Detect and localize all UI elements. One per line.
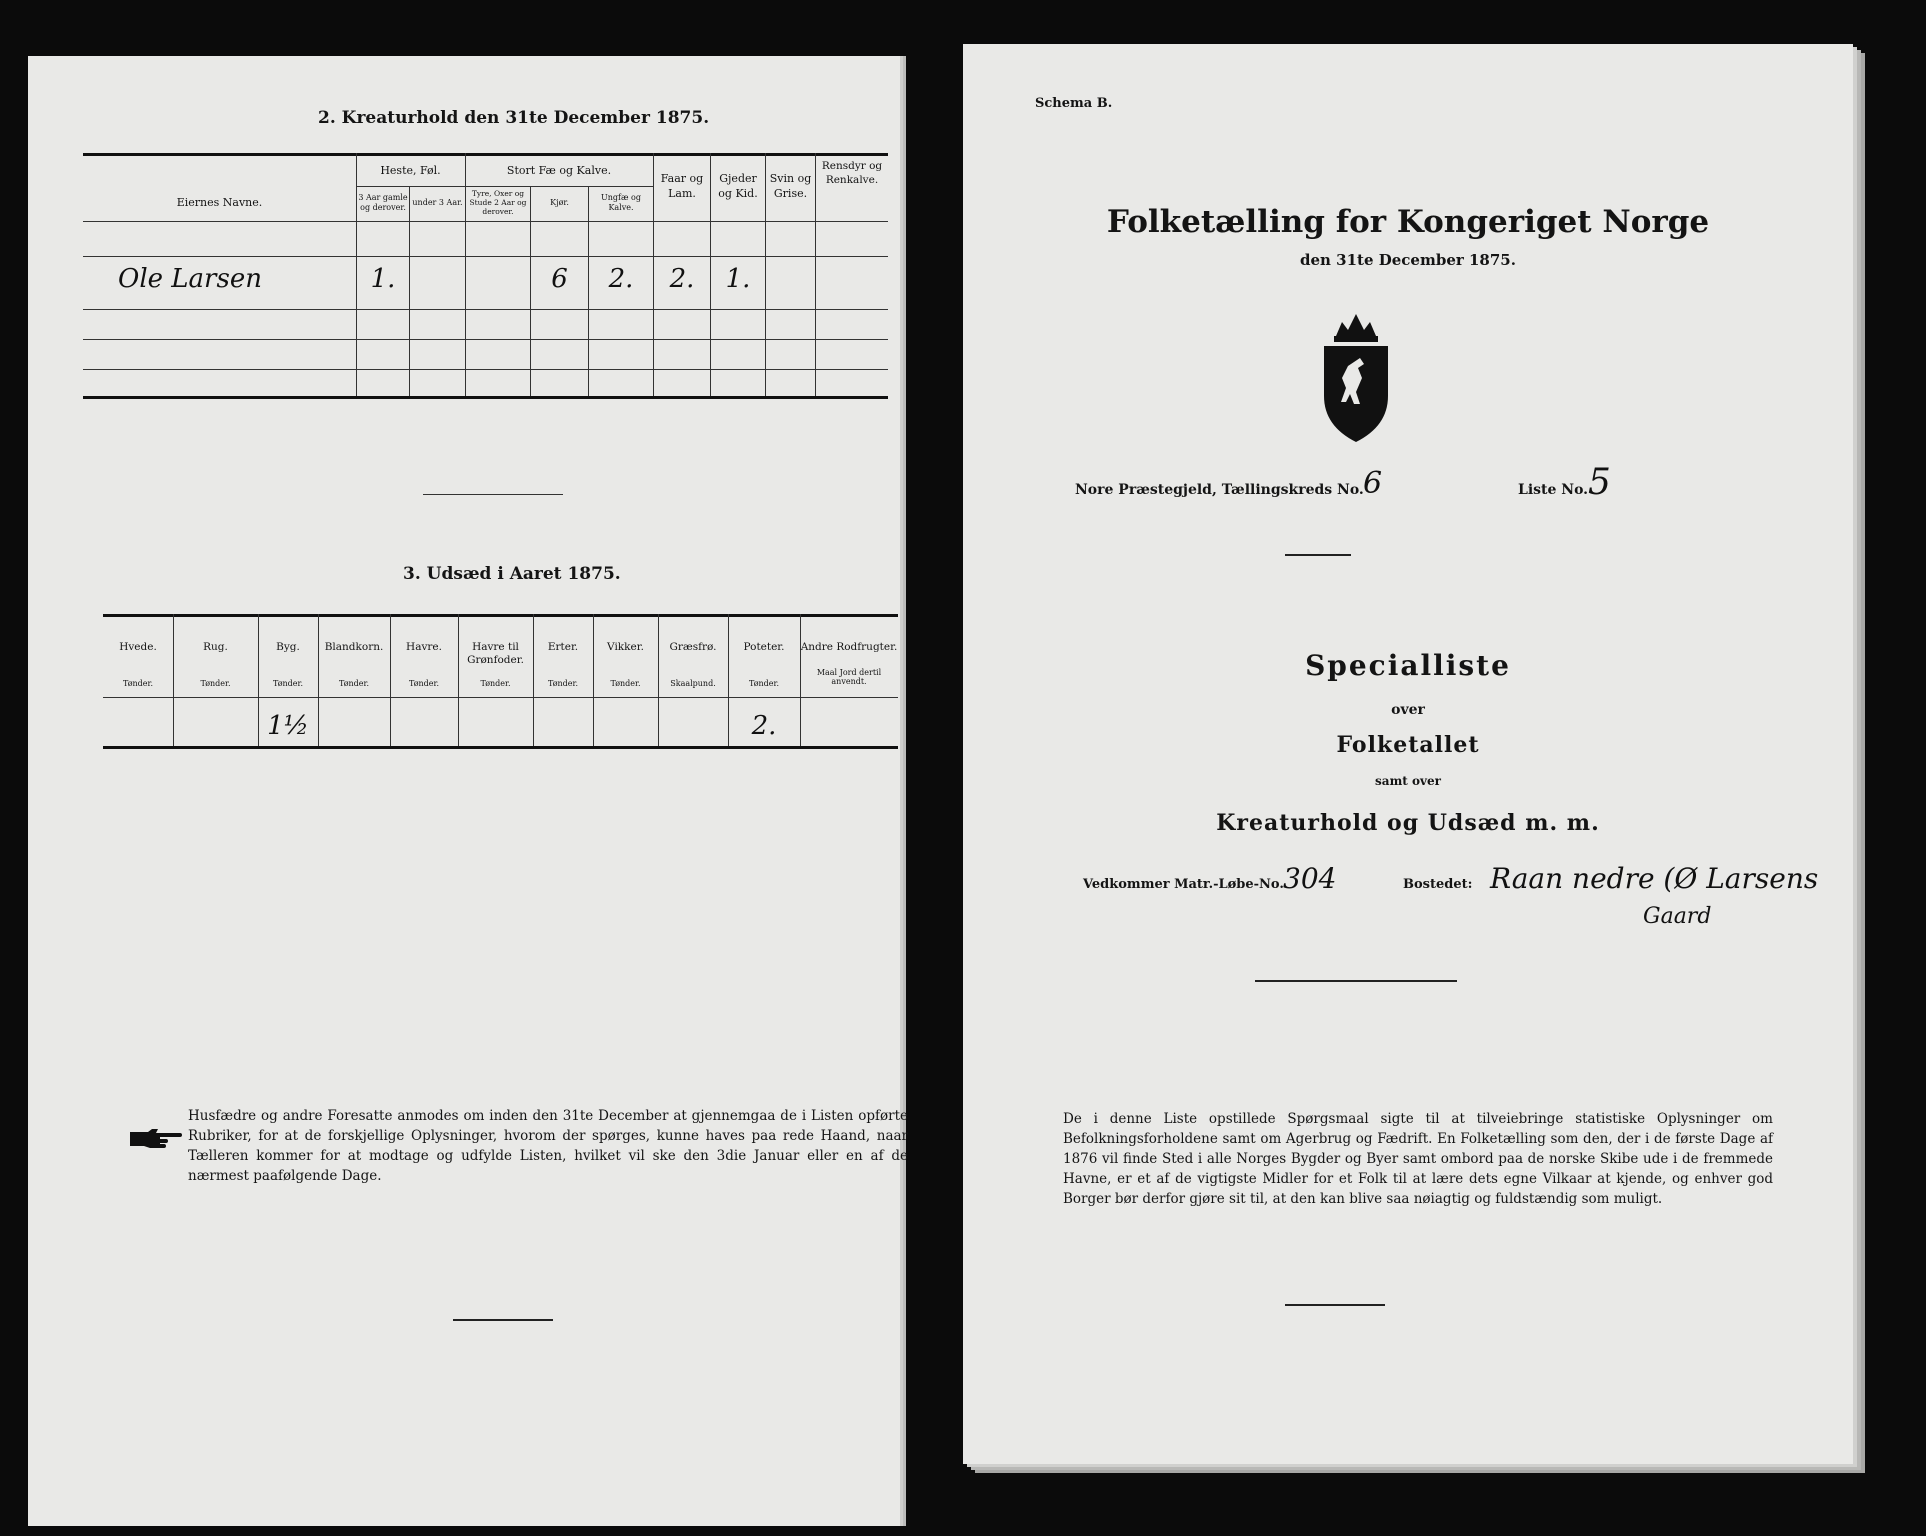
section3-title: 3. Udsæd i Aaret 1875.: [403, 564, 621, 584]
header-seed-6: Erter.: [547, 641, 579, 653]
kreaturhold-heading: Kreaturhold og Udsæd m. m.: [1216, 810, 1600, 836]
col-divider: [356, 153, 357, 396]
header-cattle-young: Ungfæ og Kalve.: [601, 193, 641, 212]
header-seed-unit-8: Skaalpund.: [670, 679, 716, 688]
header-reindeer: Rensdyr og Renkalve.: [821, 160, 883, 186]
header-horses: Heste, Føl.: [380, 164, 441, 177]
header-seed-3: Blandkorn.: [324, 641, 384, 653]
table2-row-rule: [83, 256, 888, 257]
seed-value-2: 1½: [267, 711, 309, 741]
header-owner: Eiernes Navne.: [176, 196, 263, 209]
goats-value: 1.: [725, 264, 751, 294]
district-number: 6: [1363, 466, 1383, 501]
header-seed-unit-6: Tønder.: [547, 679, 579, 688]
section2-title: 2. Kreaturhold den 31te December 1875.: [318, 108, 710, 128]
sheep-value: 2.: [669, 264, 695, 294]
header-sheep: Faar og Lam.: [660, 172, 704, 200]
header-seed-1: Rug.: [203, 641, 228, 653]
cows-value: 6: [551, 264, 568, 294]
divider-rule: [1255, 980, 1457, 982]
census-title: Folketælling for Kongeriget Norge: [1106, 204, 1710, 240]
col-divider: [815, 153, 816, 396]
header-seed-unit-10: Maal Jord dertil anvendt.: [816, 668, 882, 686]
col-divider: [409, 186, 410, 396]
coat-of-arms-icon: [1318, 306, 1393, 446]
parish-label: Nore Præstegjeld, Tællingskreds No.: [1075, 482, 1364, 498]
header-pigs: Svin og Grise.: [769, 172, 812, 200]
notice-text: Husfædre og andre Foresatte anmodes om inden den 31te December at gjennemgaa de i Listen opførte Rubriker, for at de forskjellige Oplysninger, hvorom der spørges, kunne haves paa rede Haand, naar Tælleren kommer for at modtage og udfylde Listen, hvilket vil ske den 3die Januar eller en af de nærmest paafølgende Dage.: [188, 1108, 908, 1184]
header-seed-unit-4: Tønder.: [408, 679, 440, 688]
header-cattle-bulls: Tyre, Oxer og Stude 2 Aar og derover.: [469, 189, 527, 216]
header-cattle: Stort Fæ og Kalve.: [506, 164, 612, 177]
table2-row-rule: [83, 369, 888, 370]
young-cattle-value: 2.: [608, 264, 634, 294]
matr-number: 304: [1283, 862, 1337, 895]
header-seed-unit-7: Tønder.: [610, 679, 641, 688]
pointing-hand-icon: [128, 1126, 184, 1150]
list-number: 5: [1588, 462, 1611, 503]
matr-label: Vedkommer Matr.-Løbe-No.: [1083, 877, 1284, 892]
right-page: [963, 44, 1853, 1464]
header-seed-unit-5: Tønder.: [480, 679, 511, 688]
header-goats: Gjeder og Kid.: [718, 172, 758, 200]
divider-rule: [1285, 1304, 1385, 1306]
over-text: over: [1391, 702, 1425, 718]
header-seed-unit-9: Tønder.: [748, 679, 780, 688]
left-page: [28, 56, 908, 1526]
list-label: Liste No.: [1518, 482, 1589, 498]
header-cattle-cows: Kjør.: [550, 198, 569, 207]
samt-over-text: samt over: [1375, 774, 1441, 788]
schema-label: Schema B.: [1035, 96, 1113, 111]
table2-header-rule: [83, 221, 888, 222]
header-horses-old: 3 Aar gamle og derover.: [358, 193, 408, 212]
header-seed-10: Andre Rodfrugter.: [800, 641, 898, 653]
table3-header-rule: [103, 697, 898, 698]
header-seed-4: Havre.: [406, 641, 442, 653]
bosted-label: Bostedet:: [1403, 877, 1473, 892]
header-seed-unit-2: Tønder.: [272, 679, 304, 688]
header-seed-7: Vikker.: [607, 641, 644, 653]
table2-bottom-rule: [83, 396, 888, 399]
header-seed-0: Hvede.: [119, 641, 157, 653]
header-seed-2: Byg.: [276, 641, 300, 653]
specialliste-heading: Specialliste: [1305, 649, 1511, 682]
census-date: den 31te December 1875.: [1300, 251, 1516, 269]
header-horses-young: under 3 Aar.: [412, 198, 463, 207]
owner-name: Ole Larsen: [118, 264, 262, 294]
header-seed-8: Græsfrø.: [669, 641, 717, 653]
divider-rule: [423, 494, 563, 495]
header-seed-5: Havre til Grønfoder.: [467, 641, 524, 666]
group-rule: [465, 186, 653, 187]
table3-bottom-rule: [103, 746, 898, 749]
horses-old-value: 1.: [370, 264, 396, 294]
seed-value-9: 2.: [751, 711, 777, 741]
bosted-value: Raan nedre (Ø Larsens: [1490, 862, 1819, 895]
header-seed-unit-1: Tønder.: [200, 679, 231, 688]
table3-top-rule: [103, 614, 898, 617]
folketallet-heading: Folketallet: [1336, 732, 1480, 758]
header-seed-9: Poteter.: [743, 641, 785, 653]
divider-rule: [453, 1319, 553, 1321]
group-rule: [356, 186, 465, 187]
header-seed-unit-0: Tønder.: [122, 679, 154, 688]
header-seed-unit-3: Tønder.: [338, 679, 370, 688]
divider-rule: [1285, 554, 1351, 556]
table2-top-rule: [83, 153, 888, 156]
table2-row-rule: [83, 339, 888, 340]
closing-text: De i denne Liste opstillede Spørgsmaal sigte til at tilveiebringe statistiske Oplysninger om Befolkningsforholdene samt om Agerbrug og Fædrift. En Folketælling som den, der i de første Dage af 1876 vil finde Sted i alle Norges Bygder og Byer samt ombord paa de norske Skibe ude i de fremmede Havne, er et af de vigtigste Midler for et Folk til at lære dets egne Vilkaar at kjende, og enhver god Borger bør derfor gjøre sit til, at den kan blive saa nøiagtig og fuldstændig som muligt.: [1063, 1111, 1773, 1207]
bosted-value-2: Gaard: [1643, 904, 1712, 929]
table2-row-rule: [83, 309, 888, 310]
